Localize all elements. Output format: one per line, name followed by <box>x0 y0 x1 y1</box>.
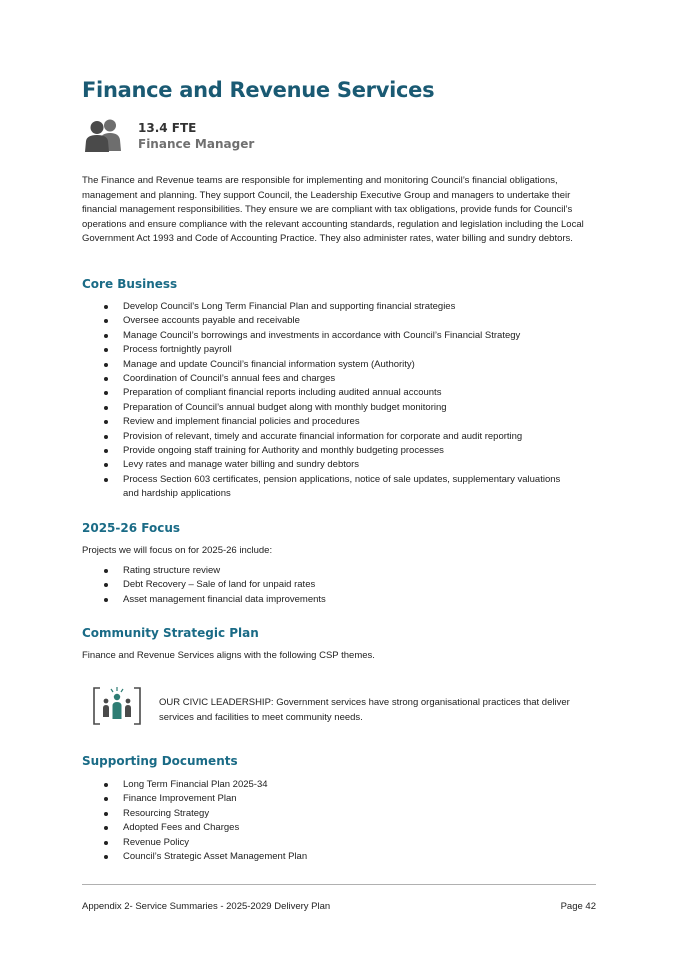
core-business-heading: Core Business <box>82 277 178 291</box>
fte-count: 13.4 FTE <box>138 121 197 135</box>
list-item: Coordination of Council’s annual fees and charges <box>104 372 574 386</box>
page-number: Page 42 <box>560 901 596 912</box>
list-item: Provision of relevant, timely and accurate financial information for corporate and audit reporting <box>104 430 574 444</box>
list-item: Review and implement financial policies and procedures <box>104 415 574 429</box>
page-title: Finance and Revenue Services <box>82 78 435 102</box>
manager-role: Finance Manager <box>138 137 255 151</box>
list-item: Rating structure review <box>104 564 574 578</box>
list-item: Preparation of Council’s annual budget along with monthly budget monitoring <box>104 401 574 415</box>
civic-leadership-icon <box>92 686 142 726</box>
list-item: Council’s Strategic Asset Management Plan <box>104 850 574 864</box>
csp-theme-text: OUR CIVIC LEADERSHIP: Government services have strong organisational practices that deliver services and facilities to meet community needs. <box>159 697 570 723</box>
footer-divider <box>82 884 596 885</box>
csp-intro: Finance and Revenue Services aligns with the following CSP themes. <box>82 650 375 661</box>
list-item: Oversee accounts payable and receivable <box>104 314 574 328</box>
focus-heading: 2025-26 Focus <box>82 521 181 535</box>
focus-intro: Projects we will focus on for 2025-26 include: <box>82 545 273 556</box>
list-item: Manage and update Council’s financial information system (Authority) <box>104 358 574 372</box>
list-item: Develop Council’s Long Term Financial Plan and supporting financial strategies <box>104 300 574 314</box>
list-item: Adopted Fees and Charges <box>104 821 574 835</box>
list-item: Provide ongoing staff training for Authority and monthly budgeting processes <box>104 444 574 458</box>
list-item: Revenue Policy <box>104 836 574 850</box>
footer-document-title: Appendix 2- Service Summaries - 2025-2029 Delivery Plan <box>82 901 331 912</box>
list-item: Preparation of compliant financial reports including audited annual accounts <box>104 386 574 400</box>
supporting-documents-list <box>104 778 574 864</box>
list-item: Asset management financial data improvements <box>104 593 574 607</box>
list-item: Finance Improvement Plan <box>104 792 574 806</box>
csp-heading: Community Strategic Plan <box>82 626 259 640</box>
intro-paragraph: The Finance and Revenue teams are responsible for implementing and monitoring Council’s financial obligations, management and planning. They support Council, the Leadership Executive Group and managers to undertake their financial management responsibilities. They ensure we are compliant with tax obligations, provide funds for Council’s operations and ensure compliance with the relevant accounting standards, regulation and legislation including the Local Government Act 1993 and Code of Accounting Practice. They also administer rates, water billing and sundry debtors. <box>82 175 584 245</box>
list-item: Levy rates and manage water billing and sundry debtors <box>104 458 574 472</box>
list-item: Long Term Financial Plan 2025-34 <box>104 778 574 792</box>
people-icon <box>84 118 124 152</box>
focus-list <box>104 564 574 607</box>
list-item: Debt Recovery – Sale of land for unpaid rates <box>104 578 574 592</box>
supporting-documents-heading: Supporting Documents <box>82 754 238 768</box>
list-item: Process fortnightly payroll <box>104 343 574 357</box>
list-item: Process Section 603 certificates, pension applications, notice of sale updates, supplementary valuations and hardship applications <box>104 473 574 502</box>
list-item: Resourcing Strategy <box>104 807 574 821</box>
list-item: Manage Council’s borrowings and investments in accordance with Council’s Financial Strategy <box>104 329 574 343</box>
core-business-list <box>104 300 574 502</box>
csp-theme <box>92 686 592 730</box>
